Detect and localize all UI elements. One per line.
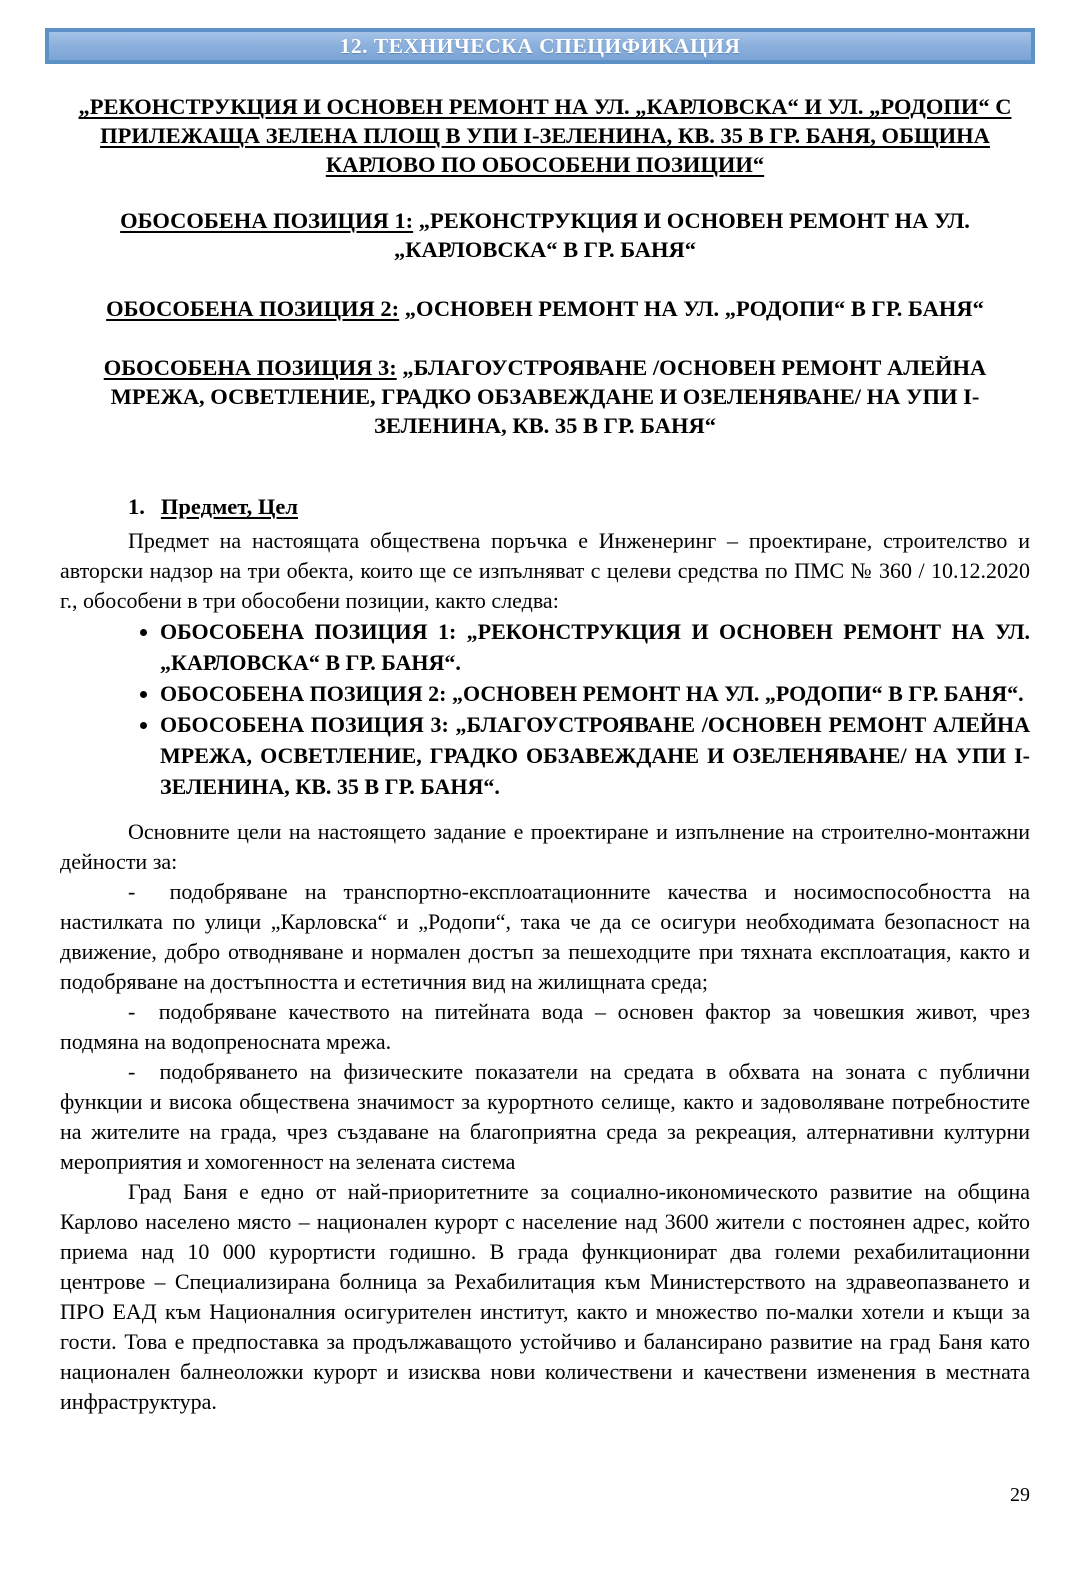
lot-1-label: ОБОСОБЕНА ПОЗИЦИЯ 1: — [120, 208, 414, 233]
section-1-title: Предмет, Цел — [160, 494, 298, 519]
bullet-lot-2: • ОБОСОБЕНА ПОЗИЦИЯ 2: „ОСНОВЕН РЕМОНТ НА УЛ. „РОДОПИ“ В ГР. БАНЯ“. — [160, 678, 1030, 709]
goal-paragraph-3: - подобряването на физическите показатели на средата в обхвата на зоната с публични функции и висока обществена значимост за курортното селище, както и задоволяване потребностите на жителите на града, чрез създаване на благоприятна среда за рекреация, алтернативни културни мероприятия и хомогенност на зелената система — [60, 1059, 1030, 1174]
goal-paragraph-2: - подобряване качеството на питейната вода – основен фактор за човешкия живот, чрез подмяна на водопреносната мрежа. — [60, 999, 1030, 1054]
goals-intro-paragraph: Основните цели на настоящето задание е проектиране и изпълнение на строително-монтажни дейности за: — [60, 819, 1030, 874]
page-number: 29 — [1010, 1484, 1030, 1506]
section-header-bar — [45, 28, 1035, 64]
closing-paragraph: Град Баня е едно от най-приоритетните за социално-икономическото развитие на община Карлово населено място – национален курорт с население над 3600 жители с постоянен адрес, който приема над 10 000 курортисти годишно. В града функционират два големи рехабилитационни центрове – Специализирана болница за Рехабилитация към Министерството на здравеопазването и ПРО ЕАД към Националния осигурителен институт, както и множество по-малки хотели и къщи за гости. Това е предпоставка за продължаващото устойчиво и балансирано развитие на град Баня като национален балнеоложки курорт и изисква нови количествени и качествени изменения в местната инфраструктура. — [60, 1179, 1030, 1414]
lot-3-title: „БЛАГОУСТРОЯВАНЕ /ОСНОВЕН РЕМОНТ АЛЕЙНА МРЕЖА, ОСВЕТЛЕНИЕ, ГРАДКО ОБЗАВЕЖДАНЕ И ОЗЕЛЕНЯВАНЕ/ НА УПИ I-ЗЕЛЕНИНА, КВ. 35 В ГР. БАНЯ“ — [110, 355, 987, 438]
section-1-heading — [128, 492, 1030, 522]
lot-2-title: „ОСНОВЕН РЕМОНТ НА УЛ. „РОДОПИ“ В ГР. БАНЯ“ — [399, 296, 984, 321]
goal-paragraph-1: - подобряване на транспортно-експлоатационните качества и носимоспособността на настилката по улици „Карловска“ и „Родопи“, така че да се осигури необходимата безопасност на движение, добро отводняване и нормален достъп за пешеходците при тяхната експлоатация, както и подобряване на достъпността и естетичния вид на жилищната среда; — [60, 879, 1030, 994]
lot-2-label: ОБОСОБЕНА ПОЗИЦИЯ 2: — [106, 296, 400, 321]
lot-3-heading — [60, 353, 1030, 440]
bullet-lot-1: • ОБОСОБЕНА ПОЗИЦИЯ 1: „РЕКОНСТРУКЦИЯ И ОСНОВЕН РЕМОНТ НА УЛ. „КАРЛОВСКА“ В ГР. БАНЯ“. — [160, 616, 1030, 678]
section-header-title: 12. ТЕХНИЧЕСКА СПЕЦИФИКАЦИЯ — [339, 33, 741, 58]
intro-paragraph: Предмет на настоящата обществена поръчка е Инженеринг – проектиране, строителство и авторски надзор на три обекта, които ще се изпълняват с целеви средства по ПМС № 360 / 10.12.2020 г., обособени в три обособени позиции, както следва: — [60, 528, 1030, 613]
main-title — [60, 92, 1030, 179]
lot-3-label: ОБОСОБЕНА ПОЗИЦИЯ 3: — [103, 355, 397, 380]
lot-2-heading — [60, 294, 1030, 323]
bullet-lot-3: • ОБОСОБЕНА ПОЗИЦИЯ 3: „БЛАГОУСТРОЯВАНЕ /ОСНОВЕН РЕМОНТ АЛЕЙНА МРЕЖА, ОСВЕТЛЕНИЕ, ГРАДКО ОБЗАВЕЖДАНЕ И ОЗЕЛЕНЯВАНЕ/ НА УПИ I-ЗЕЛЕНИНА, КВ. 35 В ГР. БАНЯ“. — [160, 709, 1030, 802]
lot-1-title: „РЕКОНСТРУКЦИЯ И ОСНОВЕН РЕМОНТ НА УЛ. „КАРЛОВСКА“ В ГР. БАНЯ“ — [393, 208, 970, 262]
document-content — [60, 92, 1030, 1417]
lot-1-heading — [60, 206, 1030, 264]
section-1-number: 1. — [128, 494, 145, 519]
lots-bullet-list — [60, 616, 1030, 802]
main-title-text: „РЕКОНСТРУКЦИЯ И ОСНОВЕН РЕМОНТ НА УЛ. „КАРЛОВСКА“ И УЛ. „РОДОПИ“ С ПРИЛЕЖАЩА ЗЕЛЕНА ПЛОЩ В УПИ I-ЗЕЛЕНИНА, КВ. 35 В ГР. БАНЯ, ОБЩИНА КАРЛОВО ПО ОБОСОБЕНИ ПОЗИЦИИ“ — [78, 94, 1012, 177]
